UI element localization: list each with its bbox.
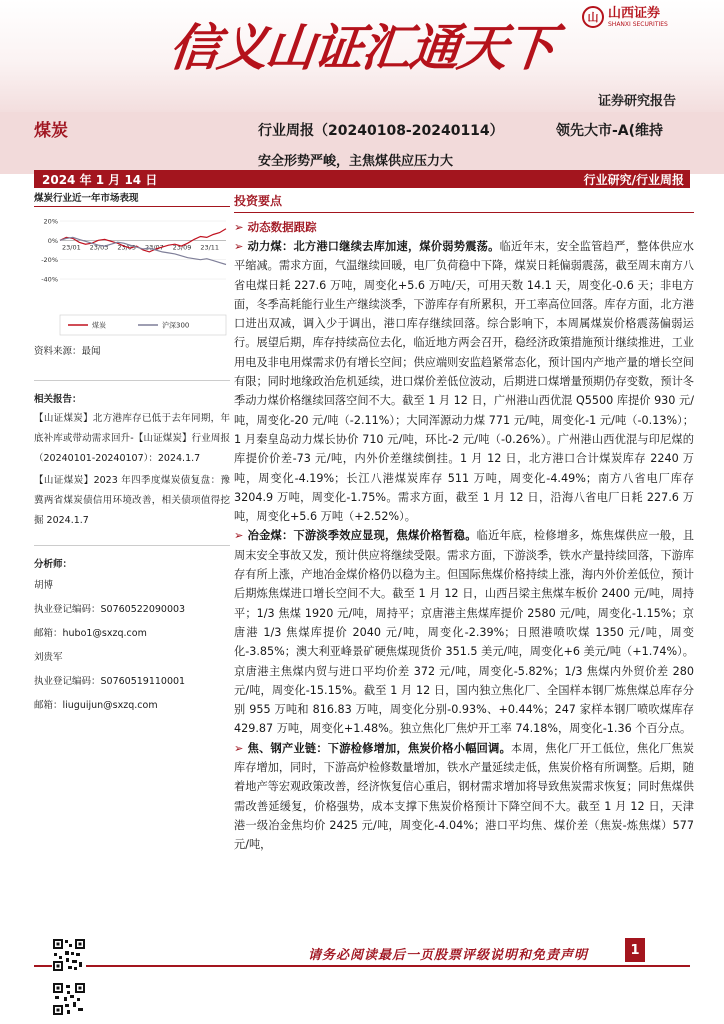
section-heading: 投资要点 xyxy=(234,194,283,208)
chart-x-tick-label: 23/11 xyxy=(200,243,220,252)
chart-source: 资料来源：最闻 xyxy=(34,346,101,357)
paragraph-lead: 动力煤：北方港口继续去库加速，煤价弱势震荡。 xyxy=(247,240,500,253)
chart-y-tick-label: 0% xyxy=(47,236,58,245)
disclaimer: 请务必阅读最后一页股票评级说明和免责声明 xyxy=(308,948,589,963)
report-subtitle: 安全形势严峻，主焦煤供应压力大 xyxy=(258,154,454,169)
market-performance-chart xyxy=(34,207,230,342)
analyst-name: 胡博 xyxy=(34,580,54,591)
qr-code-icon xyxy=(52,938,86,972)
related-title: 相关报告： xyxy=(34,394,82,405)
sector-name: 煤炭 xyxy=(34,121,68,141)
arrow-bullet-icon: ➢ xyxy=(234,240,244,253)
divider xyxy=(34,380,230,381)
footer-rule xyxy=(34,965,690,967)
analyst-name: 刘贵军 xyxy=(34,652,63,663)
chart-legend-label: 沪深300 xyxy=(162,321,190,330)
paragraph-lead: 焦、钢产业链：下游检修增加，焦炭价格小幅回调。 xyxy=(247,741,512,755)
report-title: 行业周报（20240108-20240114） xyxy=(258,123,504,139)
chart-legend-label: 煤炭 xyxy=(92,321,106,330)
paragraph-body: 临近年末，安全监管趋严，整体供应水平缩减。需求方面，气温继续回暖，电厂负荷稳中下降，煤炭日耗偏弱震荡，截至周末南方八省电煤日耗 227.6 万吨，周变化+5.6 万吨/天，可用天数 14.1 天，周变化-0.6 天；非电方面，冬季高耗能行业生产继续淡季，下游库存有所累积，开工率高位回落。库存方面，北方港口进出双减，调入少于调出，港口库存继续回落。综合影响下，本周属煤炭价格震荡偏弱运行。展望后期，库存持续高位去化，临近地方两会召开，稳经济政策措施预计继续推进，工业用电及非电用煤需求仍有增长空间；供应端则安监趋紧常态化，预计国内产地产量的增长空间有限；同时地缘政治危机延续，进口煤价差低位波动，后期进口煤增量预期仍存变数，预计冬季动力煤价格继续回落空间不大。截至 1 月 12 日，广州港山西优混 Q5500 库提价 930 元/吨，周变化-20 元/吨（-2.11%）；大同浑源动力煤 771 元/吨，周变化-1 元/吨（-0.13%）；1 月秦皇岛动力煤长协价 710 元/吨，环比-2 元/吨（-0.26%）。广州港山西优混与印尼煤的库提价价差-73 元/吨，内外价差继续倒挂。1 月 12 日，北方港口合计煤炭库存 2240 万吨，周变化-4.19%；长江八港煤炭库存 511 万吨，周变化-4.49%；南方八省电厂库存 3204.9 万吨，周变化-1.75%。需求方面，截至 1 月 12 日，沿海八省电厂日耗 227.6 万吨，周变化+5.6 万吨（+2.52%）。 xyxy=(234,240,694,524)
chart-x-tick-label: 23/09 xyxy=(172,243,192,252)
report-category: 行业研究/行业周报 xyxy=(583,173,684,187)
chart-y-tick-label: 20% xyxy=(43,217,58,226)
analyst-reg: 执业登记编码：S0760519110001 xyxy=(34,676,186,687)
chart-y-tick-label: -40% xyxy=(41,275,58,284)
rating: 领先大市-A(维持 xyxy=(556,123,664,139)
related-report-1[interactable]: 【山证煤炭】北方港库存已低于去年同期，年底补库或带动需求回升-【山证煤炭】行业周报（20240101-20240107）：2024.1.7 xyxy=(34,413,230,464)
paragraph-thermal-coal xyxy=(234,237,694,526)
arrow-bullet-icon: ➢ xyxy=(234,529,244,543)
analyst-reg: 执业登记编码：S0760522090003 xyxy=(34,604,186,615)
left-notes xyxy=(34,342,230,716)
chart-x-tick-label: 23/07 xyxy=(145,243,164,252)
chart-y-ticks xyxy=(41,218,58,284)
related-report-2[interactable]: 【山证煤炭】2023 年四季度煤炭债复盘：豫冀两省煤炭债信用环境改善，相关债项值得挖掘 2024.1.7 xyxy=(34,475,230,526)
chart-legend xyxy=(60,315,226,335)
chart-x-tick-label: 23/01 xyxy=(62,243,81,252)
analyst-email[interactable]: 邮箱：liuguijun@sxzq.com xyxy=(34,700,158,711)
company-logo xyxy=(582,6,668,28)
page-number: 1 xyxy=(625,938,645,962)
report-date: 2024 年 1 月 14 日 xyxy=(42,173,158,187)
arrow-bullet-icon: ➢ xyxy=(234,741,244,755)
main-column xyxy=(234,192,694,855)
logo-mark-icon: 山 xyxy=(582,6,604,28)
divider xyxy=(34,545,230,546)
divider xyxy=(234,212,694,213)
paragraph-steel-chain xyxy=(234,739,694,855)
qr-code-icon xyxy=(52,982,86,1016)
paragraph-coking-coal xyxy=(234,526,694,738)
slogan: 信义山证汇通天下 xyxy=(166,18,557,77)
subsection-heading xyxy=(234,217,694,237)
paragraph-lead: 冶金煤：下游淡季效应显现，焦煤价格暂稳。 xyxy=(247,529,477,543)
logo-name-en: SHANXI SECURITIES xyxy=(608,20,668,28)
paragraph-body: 临近年底，检修增多，炼焦煤供应一般，且周末安全事故又发，预计供应将继续受限。需求方面，下游淡季，铁水产量持续回落，下游库存有所上涨，产地冶金煤价格仍以稳为主。但国际焦煤价格持续上涨，海内外价差低位，预计后期炼焦煤进口增长空间不大。截至 1 月 12 日，山西吕梁主焦煤车板价 2400 元/吨，周持平；1/3 焦煤 1920 元/吨，周持平；京唐港主焦煤库提价 2580 元/吨，周变化-1.15%；京唐港 1/3 焦煤库提价 2040 元/吨，周变化-2.39%；日照港喷吹煤 1350 元/吨，周变化-3.85%；澳大利亚峰景矿硬焦煤现货价 351.5 美元/吨，周变化+6 美元/吨（+1.74%）。京唐港主焦煤内贸与进口平均价差 372 元/吨，周变化-5.82%；1/3 焦煤内外贸价差 280 元/吨，周变化-15.15%。截至 1 月 12 日，国内独立焦化厂、全国样本钢厂炼焦煤总库存分别 955 万吨和 816.83 万吨，周变化分别-0.93%、+0.44%；247 家样本钢厂喷吹煤库存 429.87 万吨，周变化+1.48%。独立焦化厂焦炉开工率 74.18%，周变化-1.36 个百分点。 xyxy=(234,529,694,736)
subsection-heading-text: 动态数据跟踪 xyxy=(247,220,317,234)
chart-title: 煤炭行业近一年市场表现 xyxy=(34,193,139,204)
chart-x-tick-label: 23/03 xyxy=(89,243,109,252)
chart-x-tick-label: 23/05 xyxy=(117,243,137,252)
paragraph-body: 本周，焦化厂开工低位，焦化厂焦炭库存增加，同时，下游高炉检修数量增加，铁水产量延续走低，焦炭价格有所调整。后期，随着地产等宏观政策改善，经济恢复信心重启，钢材需求增加将导致焦炭需求恢复；同时焦煤供需改善延缓复，价格强势，成本支撑下焦炭价格预计下降空间不大。截至 1 月 12 日，天津港一级冶金焦均价 2425 元/吨，周变化-4.04%；港口平均焦、煤价差（焦炭-炼焦煤）577 元/吨， xyxy=(234,741,694,852)
analyst-email[interactable]: 邮箱：hubo1@sxzq.com xyxy=(34,628,147,639)
logo-name: 山西证券 xyxy=(608,5,661,21)
header-banner xyxy=(0,0,724,112)
chart-y-tick-label: -20% xyxy=(41,256,58,265)
analyst-title: 分析师： xyxy=(34,559,73,570)
report-type: 证券研究报告 xyxy=(597,94,676,109)
arrow-bullet-icon: ➢ xyxy=(234,220,244,234)
